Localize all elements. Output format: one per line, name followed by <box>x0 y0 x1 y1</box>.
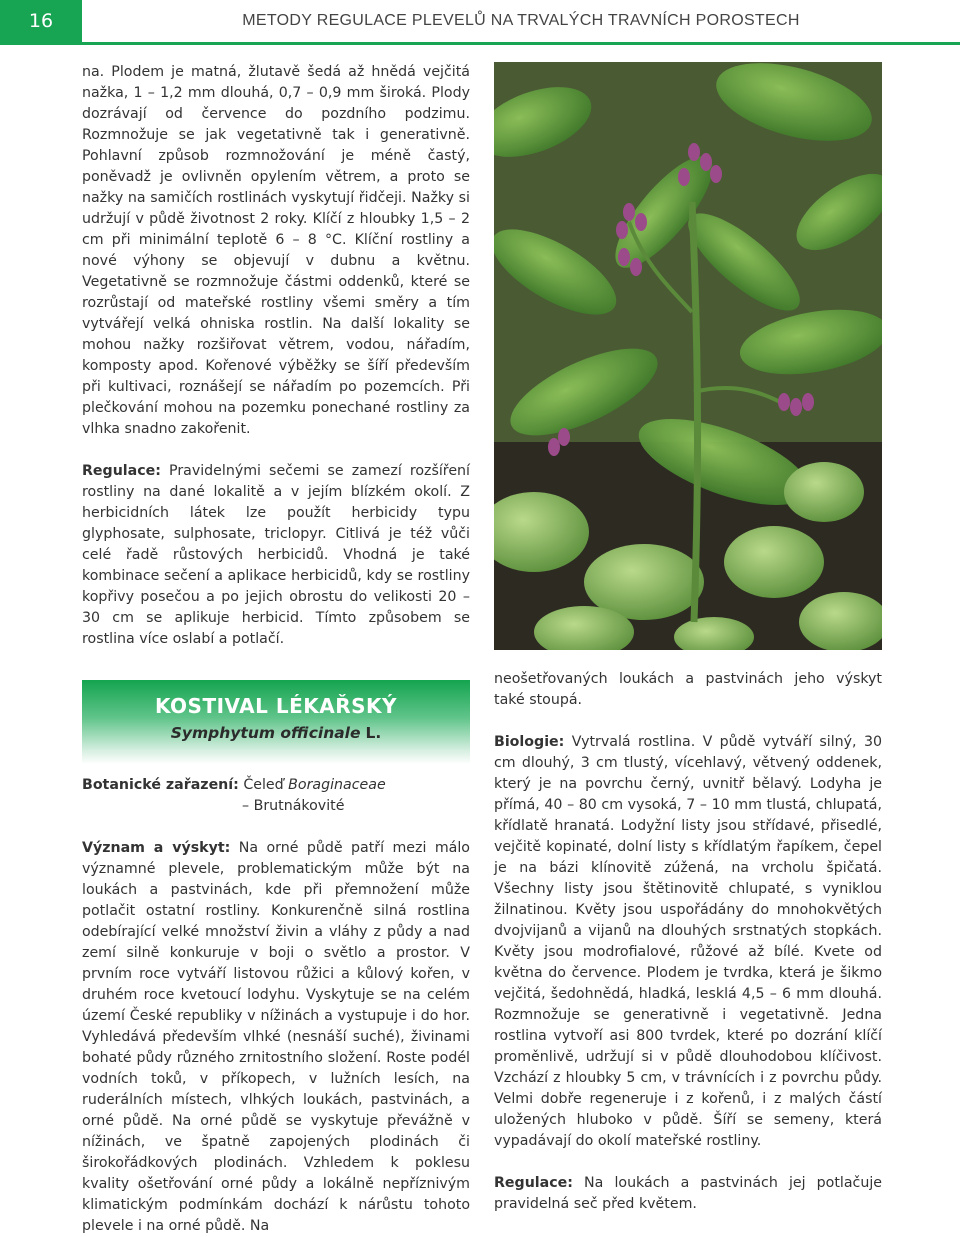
biology-label: Biologie: <box>494 734 565 750</box>
importance-continuation: neošetřovaných loukách a pastvinách jeho výskyt také stoupá. <box>494 671 882 708</box>
regulation-paragraph <box>82 461 470 650</box>
header-divider <box>0 42 960 45</box>
importance-label: Význam a výskyt: <box>82 840 231 856</box>
plant-illustration <box>494 62 882 650</box>
regulation-label-right: Regulace: <box>494 1175 573 1191</box>
species-name: KOSTIVAL LÉKAŘSKÝ <box>154 694 398 718</box>
importance-text: Na orné půdě patří mezi málo významné plevele, problematickým může být na loukách a pastvinách, kde při přemnožení může potlačit ostatní rostliny. Konkurenčně silná rostlina odebírající velké množství živin a vláhy z půdy a nad zemí silně konkuruje v boji o světlo a prostor. V prvním roce vytváří listovou růžici a kůlový kořen, v druhém roce kvetoucí lodyhu. Vyskytuje se na celém území České republiky v nížinách a vystupuje i do hor. Vyhledává především vlhké (nesnáší suché), živinami bohaté půdy různého zrnitostního složení. Roste podél vodních toků, v příkopech, v lužních lesích, na ruderálních místech, vlhkých loukách, pastvinách, a orné půdě. Na orné půdě se vyskytuje převážně v nížinách, ve špatně zapojených plodinách či širokořádkových plodinách. Vzhledem k poklesu kvality ošetřování orné půdy a lokálně nepříznivým klimatickým podmínkám dochází k nárůstu tohoto plevele i na orné půdě. Na <box>82 840 470 1234</box>
botanical-classification <box>82 775 470 817</box>
regulation-paragraph-right <box>494 1173 882 1215</box>
biology-text: Vytrvalá rostlina. V půdě vytváří silný, 30 cm dlouhý, 3 cm tlustý, vícehlavý, větvený oddenek, který je na povrchu černý, uvnitř bělavý. Lodyha je přímá, 40 – 80 cm vysoká, 7 – 10 mm tlustá, chlupatá, křídlatě hranatá. Lodyžní listy jsou střídavé, přisedlé, vejčitě kopinaté, dolní listy s křídlatým řapíkem, čepel je na bázi klínovitě zúžená, na vrcholu špičatá. Všechny listy jsou štětinovitě chlupaté, s vyniklou žilnatinou. Květy jsou uspořádány do mnohokvětých dvojvijanů a vijanů na dlouhých srstnatých stopkách. Květy jsou modrofialové, růžové až bílé. Kvete od května do července. Plodem je tvrdka, která je šikmo vejčitá, šedohnědá, hladká, lesklá 4,5 – 6 mm dlouhá. Rozmnožuje se generativně i vegetativně. Jedna rostlina vytvoří asi 800 tvrdek, které po dozrání klíčí proměnlivě, udržují si v půdě dlouhodobou klíčivost. Vzchází z hloubky 5 cm, v trávnících i z povrchu půdy. Velmi dobře regeneruje i z kořenů, i z malých částí uložených hluboko v půdě. Šíří se semeny, která vypadávají do okolí mateřské rostliny. <box>494 734 882 1149</box>
paragraph-continuation: na. Plodem je matná, žlutavě šedá až hnědá vejčitá nažka, 1 – 1,2 mm dlouhá, 0,7 – 0,9 mm široká. Plody dozrávají od července do pozdního podzimu. Rozmnožuje se jak vegetativně tak i generativně. Pohlavní způsob rozmnožování je méně častý, poněvadž je ovlivněn opylením větrem, a proto se nažky na samičích rostlinách vyskytují řidčeji. Nažky si udržují v půdě životnost 2 roky. Klíčí z hloubky 1,5 – 2 cm při minimální teplotě 6 – 8 °C. Klíční rostliny a nové výhony se objevují v dubnu a květnu. Vegetativně se rozmnožuje částmi oddenků, které se rozrůstají od mateřské rostliny všemi směry a tím vytvářejí velká ohniska rostlin. Na další lokality se mohou nažky rozšiřovat větrem, vodou, nářadím, komposty apod. Kořenové výběžky se šíří především při kultivaci, roznášejí se nářadím po pozemcích. Při plečkování mohou na pozemku ponechané rostliny za vlhka snadno zakořenit. <box>82 64 470 437</box>
importance-paragraph <box>82 838 470 1237</box>
botanical-family-latin: Boraginaceae <box>288 777 386 793</box>
species-latin-name: Symphytum officinale <box>170 724 361 742</box>
paragraph-gap <box>82 817 470 838</box>
species-latin-line <box>82 724 470 742</box>
page-number: 16 <box>0 0 82 42</box>
species-author: L. <box>365 724 382 742</box>
botanical-family-prefix: Čeleď <box>238 777 289 793</box>
left-column-top-text <box>82 62 470 440</box>
botanical-label: Botanické zařazení: <box>82 777 239 793</box>
left-column-bottom-text <box>82 775 470 1237</box>
running-title: METODY REGULACE PLEVELŮ NA TRVALÝCH TRAVNÍCH POROSTECH <box>242 12 800 29</box>
left-regulation-section <box>82 461 470 650</box>
comfrey-photo <box>494 62 882 650</box>
right-column-text <box>494 669 882 1215</box>
regulation-text: Pravidelnými sečemi se zamezí rozšíření rostliny na dané lokalitě a v jejím blízkém okolí. Z herbicidních látek lze použít herbicidy typu glyphosate, sulphosate, triclopyr. Citlivá je též vůči celé řadě růstových herbicidů. Vhodná je také kombinace sečení a aplikace herbicidů, kdy se rostliny kopřivy posečou a po jejich obrostu do velikosti 20 – 30 cm se aplikuje herbicid. Tímto způsobem se rostlina více oslabí a potlačí. <box>82 463 470 647</box>
regulation-text-right: Na loukách a pastvinách jej potlačuje pravidelná seč před květem. <box>494 1175 882 1212</box>
page-header <box>0 0 960 46</box>
paragraph-gap <box>494 711 882 732</box>
biology-paragraph <box>494 732 882 1152</box>
paragraph-gap <box>494 1152 882 1173</box>
botanical-family-czech: – Brutnákovité <box>242 798 345 814</box>
species-heading-box <box>82 680 470 764</box>
regulation-label: Regulace: <box>82 463 161 479</box>
